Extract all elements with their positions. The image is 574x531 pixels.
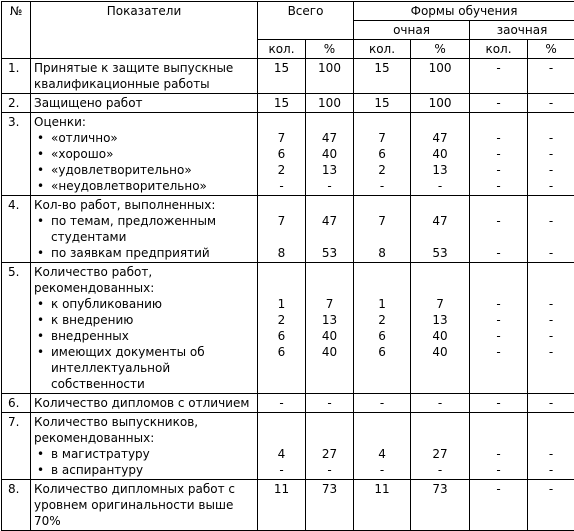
value: -	[473, 245, 524, 261]
value: 13	[309, 162, 350, 178]
value: -	[531, 245, 571, 261]
table-row	[2, 59, 574, 94]
value: 7	[309, 296, 350, 312]
indicator-title-line: Защищено работ	[34, 95, 254, 111]
table-row	[2, 394, 574, 413]
value: -	[473, 213, 524, 245]
cell-fulltime-qty	[354, 263, 411, 394]
indicator-bullet-item: • «отлично»	[34, 130, 254, 146]
value: -	[531, 446, 571, 462]
value: 27	[309, 446, 350, 462]
indicator-bullet-item: • внедренных	[34, 328, 254, 344]
value: 4	[357, 446, 407, 462]
row-indicator	[31, 94, 258, 113]
value: 8	[357, 245, 407, 261]
cell-parttime-qty	[470, 480, 528, 531]
value: -	[473, 312, 524, 328]
indicator-bullet-item: • по заявкам предприятий	[34, 245, 254, 261]
cell-total-pct	[306, 196, 354, 263]
value: -	[261, 395, 302, 411]
value: 47	[414, 213, 466, 245]
indicator-title-line: квалификационные работы	[34, 76, 254, 92]
cell-parttime-pct	[528, 413, 574, 480]
value: 73	[414, 481, 466, 497]
value: -	[357, 178, 407, 194]
value: 15	[357, 60, 407, 76]
value: 2	[261, 312, 302, 328]
value: 11	[261, 481, 302, 497]
value: -	[414, 462, 466, 478]
cell-total-pct	[306, 113, 354, 196]
row-indicator	[31, 59, 258, 94]
cell-parttime-qty	[470, 94, 528, 113]
value: 100	[414, 95, 466, 111]
cell-total-qty	[258, 480, 306, 531]
indicator-title-line: 70%	[34, 513, 254, 529]
cell-fulltime-qty	[354, 196, 411, 263]
row-number: 7.	[2, 413, 31, 480]
cell-fulltime-qty	[354, 94, 411, 113]
cell-parttime-qty	[470, 196, 528, 263]
value: -	[414, 395, 466, 411]
value: -	[531, 162, 571, 178]
value: 40	[309, 344, 350, 392]
value: -	[261, 462, 302, 478]
value: -	[531, 395, 571, 411]
value: -	[473, 178, 524, 194]
cell-fulltime-qty	[354, 113, 411, 196]
value: 7	[357, 213, 407, 245]
row-indicator	[31, 394, 258, 413]
value: 13	[414, 162, 466, 178]
row-number: 1.	[2, 59, 31, 94]
value: 7	[357, 130, 407, 146]
value: 6	[261, 146, 302, 162]
column-header-total: Всего	[258, 2, 354, 40]
value: -	[261, 178, 302, 194]
indicator-title-line: Количество работ,	[34, 264, 254, 280]
value: 2	[357, 162, 407, 178]
indicator-bullet-item: • к опубликованию	[34, 296, 254, 312]
value: 1	[261, 296, 302, 312]
value: 47	[309, 130, 350, 146]
value: 40	[414, 344, 466, 392]
value: 40	[309, 146, 350, 162]
value: -	[531, 296, 571, 312]
indicator-bullet-item: • имеющих документы об интеллектуальной собственности	[34, 344, 254, 392]
cell-fulltime-pct	[411, 413, 470, 480]
column-header-parttime-pct: %	[528, 40, 574, 59]
cell-total-qty	[258, 413, 306, 480]
table-row	[2, 113, 574, 196]
value: -	[309, 462, 350, 478]
indicator-title-line: уровнем оригинальности выше	[34, 497, 254, 513]
row-indicator	[31, 113, 258, 196]
column-header-fulltime-qty: кол.	[354, 40, 411, 59]
indicator-title-line: рекомендованных:	[34, 430, 254, 446]
value: 4	[261, 446, 302, 462]
value: 73	[309, 481, 350, 497]
value: -	[473, 296, 524, 312]
indicator-bullet-item: • «хорошо»	[34, 146, 254, 162]
graduation-results-table	[1, 1, 574, 531]
value: -	[473, 60, 524, 76]
column-header-fulltime-pct: %	[411, 40, 470, 59]
value: 2	[357, 312, 407, 328]
cell-fulltime-pct	[411, 59, 470, 94]
table-body	[2, 59, 574, 531]
indicator-bullet-item: • «неудовлетворительно»	[34, 178, 254, 194]
indicator-bullet-item: • в магистратуру	[34, 446, 254, 462]
row-indicator	[31, 480, 258, 531]
row-number: 3.	[2, 113, 31, 196]
value: -	[473, 462, 524, 478]
cell-total-pct	[306, 263, 354, 394]
indicator-bullet-item: • по темам, предложенным студентами	[34, 213, 254, 245]
cell-fulltime-pct	[411, 113, 470, 196]
value: -	[473, 328, 524, 344]
indicator-title-line: Количество дипломов с отличием	[34, 395, 254, 411]
table-row	[2, 263, 574, 394]
table-row	[2, 196, 574, 263]
cell-fulltime-pct	[411, 394, 470, 413]
cell-parttime-pct	[528, 113, 574, 196]
value: 6	[261, 328, 302, 344]
cell-total-qty	[258, 394, 306, 413]
value: -	[531, 481, 571, 497]
column-header-parttime-qty: кол.	[470, 40, 528, 59]
cell-total-qty	[258, 59, 306, 94]
cell-parttime-pct	[528, 196, 574, 263]
cell-total-pct	[306, 94, 354, 113]
value: 6	[357, 344, 407, 392]
value: 15	[261, 95, 302, 111]
value: -	[531, 130, 571, 146]
value: 100	[309, 60, 350, 76]
row-indicator	[31, 263, 258, 394]
cell-fulltime-pct	[411, 94, 470, 113]
table-row	[2, 94, 574, 113]
value: 100	[414, 60, 466, 76]
value: 1	[357, 296, 407, 312]
cell-total-pct	[306, 413, 354, 480]
cell-parttime-qty	[470, 413, 528, 480]
row-number: 4.	[2, 196, 31, 263]
value: 53	[414, 245, 466, 261]
value: -	[473, 130, 524, 146]
row-number: 5.	[2, 263, 31, 394]
cell-fulltime-qty	[354, 394, 411, 413]
value: 100	[309, 95, 350, 111]
row-indicator	[31, 413, 258, 480]
cell-fulltime-pct	[411, 480, 470, 531]
cell-parttime-qty	[470, 113, 528, 196]
value: -	[473, 162, 524, 178]
cell-parttime-qty	[470, 59, 528, 94]
value: -	[473, 395, 524, 411]
indicator-bullet-item: • в аспирантуру	[34, 462, 254, 478]
table-row	[2, 480, 574, 531]
value: 15	[261, 60, 302, 76]
row-number: 2.	[2, 94, 31, 113]
cell-parttime-pct	[528, 94, 574, 113]
indicator-bullet-item: • «удовлетворительно»	[34, 162, 254, 178]
cell-fulltime-qty	[354, 480, 411, 531]
value: -	[531, 95, 571, 111]
cell-parttime-qty	[470, 394, 528, 413]
value: 8	[261, 245, 302, 261]
column-header-number: №	[2, 2, 31, 59]
value: 7	[261, 130, 302, 146]
value: 47	[414, 130, 466, 146]
value: 47	[309, 213, 350, 245]
cell-total-pct	[306, 480, 354, 531]
indicator-title-line: рекомендованных:	[34, 280, 254, 296]
indicator-bullet-item: • к внедрению	[34, 312, 254, 328]
value: -	[309, 178, 350, 194]
cell-total-qty	[258, 113, 306, 196]
cell-fulltime-qty	[354, 413, 411, 480]
value: -	[414, 178, 466, 194]
value: -	[357, 462, 407, 478]
indicator-title-line: Кол-во работ, выполненных:	[34, 197, 254, 213]
value: -	[473, 344, 524, 392]
value: -	[473, 146, 524, 162]
cell-parttime-pct	[528, 59, 574, 94]
cell-parttime-pct	[528, 394, 574, 413]
value: -	[473, 481, 524, 497]
table-row	[2, 413, 574, 480]
column-header-total-pct: %	[306, 40, 354, 59]
value: 11	[357, 481, 407, 497]
value: -	[531, 60, 571, 76]
value: 15	[357, 95, 407, 111]
indicator-title-line: Количество дипломных работ с	[34, 481, 254, 497]
indicator-title-line: Количество выпускников,	[34, 414, 254, 430]
value: 7	[261, 213, 302, 245]
cell-parttime-pct	[528, 263, 574, 394]
value: 40	[414, 146, 466, 162]
indicator-title-line: Принятые к защите выпускные	[34, 60, 254, 76]
row-indicator	[31, 196, 258, 263]
cell-fulltime-qty	[354, 59, 411, 94]
value: 40	[414, 328, 466, 344]
value: 53	[309, 245, 350, 261]
column-header-study-forms: Формы обучения	[354, 2, 574, 21]
column-header-parttime: заочная	[470, 21, 574, 40]
cell-parttime-qty	[470, 263, 528, 394]
value: -	[531, 462, 571, 478]
value: 6	[357, 328, 407, 344]
cell-total-qty	[258, 263, 306, 394]
cell-fulltime-pct	[411, 196, 470, 263]
value: -	[473, 446, 524, 462]
value: -	[531, 213, 571, 245]
value: -	[357, 395, 407, 411]
indicator-title-line: Оценки:	[34, 114, 254, 130]
value: 7	[414, 296, 466, 312]
value: -	[531, 312, 571, 328]
value: 13	[414, 312, 466, 328]
column-header-total-qty: кол.	[258, 40, 306, 59]
value: 40	[309, 328, 350, 344]
column-header-fulltime: очная	[354, 21, 470, 40]
value: -	[309, 395, 350, 411]
cell-fulltime-pct	[411, 263, 470, 394]
cell-parttime-pct	[528, 480, 574, 531]
row-number: 8.	[2, 480, 31, 531]
value: 6	[261, 344, 302, 392]
value: 6	[357, 146, 407, 162]
value: -	[473, 95, 524, 111]
value: 27	[414, 446, 466, 462]
value: -	[531, 178, 571, 194]
column-header-indicators: Показатели	[31, 2, 258, 59]
cell-total-pct	[306, 59, 354, 94]
value: -	[531, 344, 571, 392]
value: -	[531, 328, 571, 344]
value: -	[531, 146, 571, 162]
cell-total-qty	[258, 94, 306, 113]
value: 13	[309, 312, 350, 328]
cell-total-qty	[258, 196, 306, 263]
value: 2	[261, 162, 302, 178]
cell-total-pct	[306, 394, 354, 413]
row-number: 6.	[2, 394, 31, 413]
